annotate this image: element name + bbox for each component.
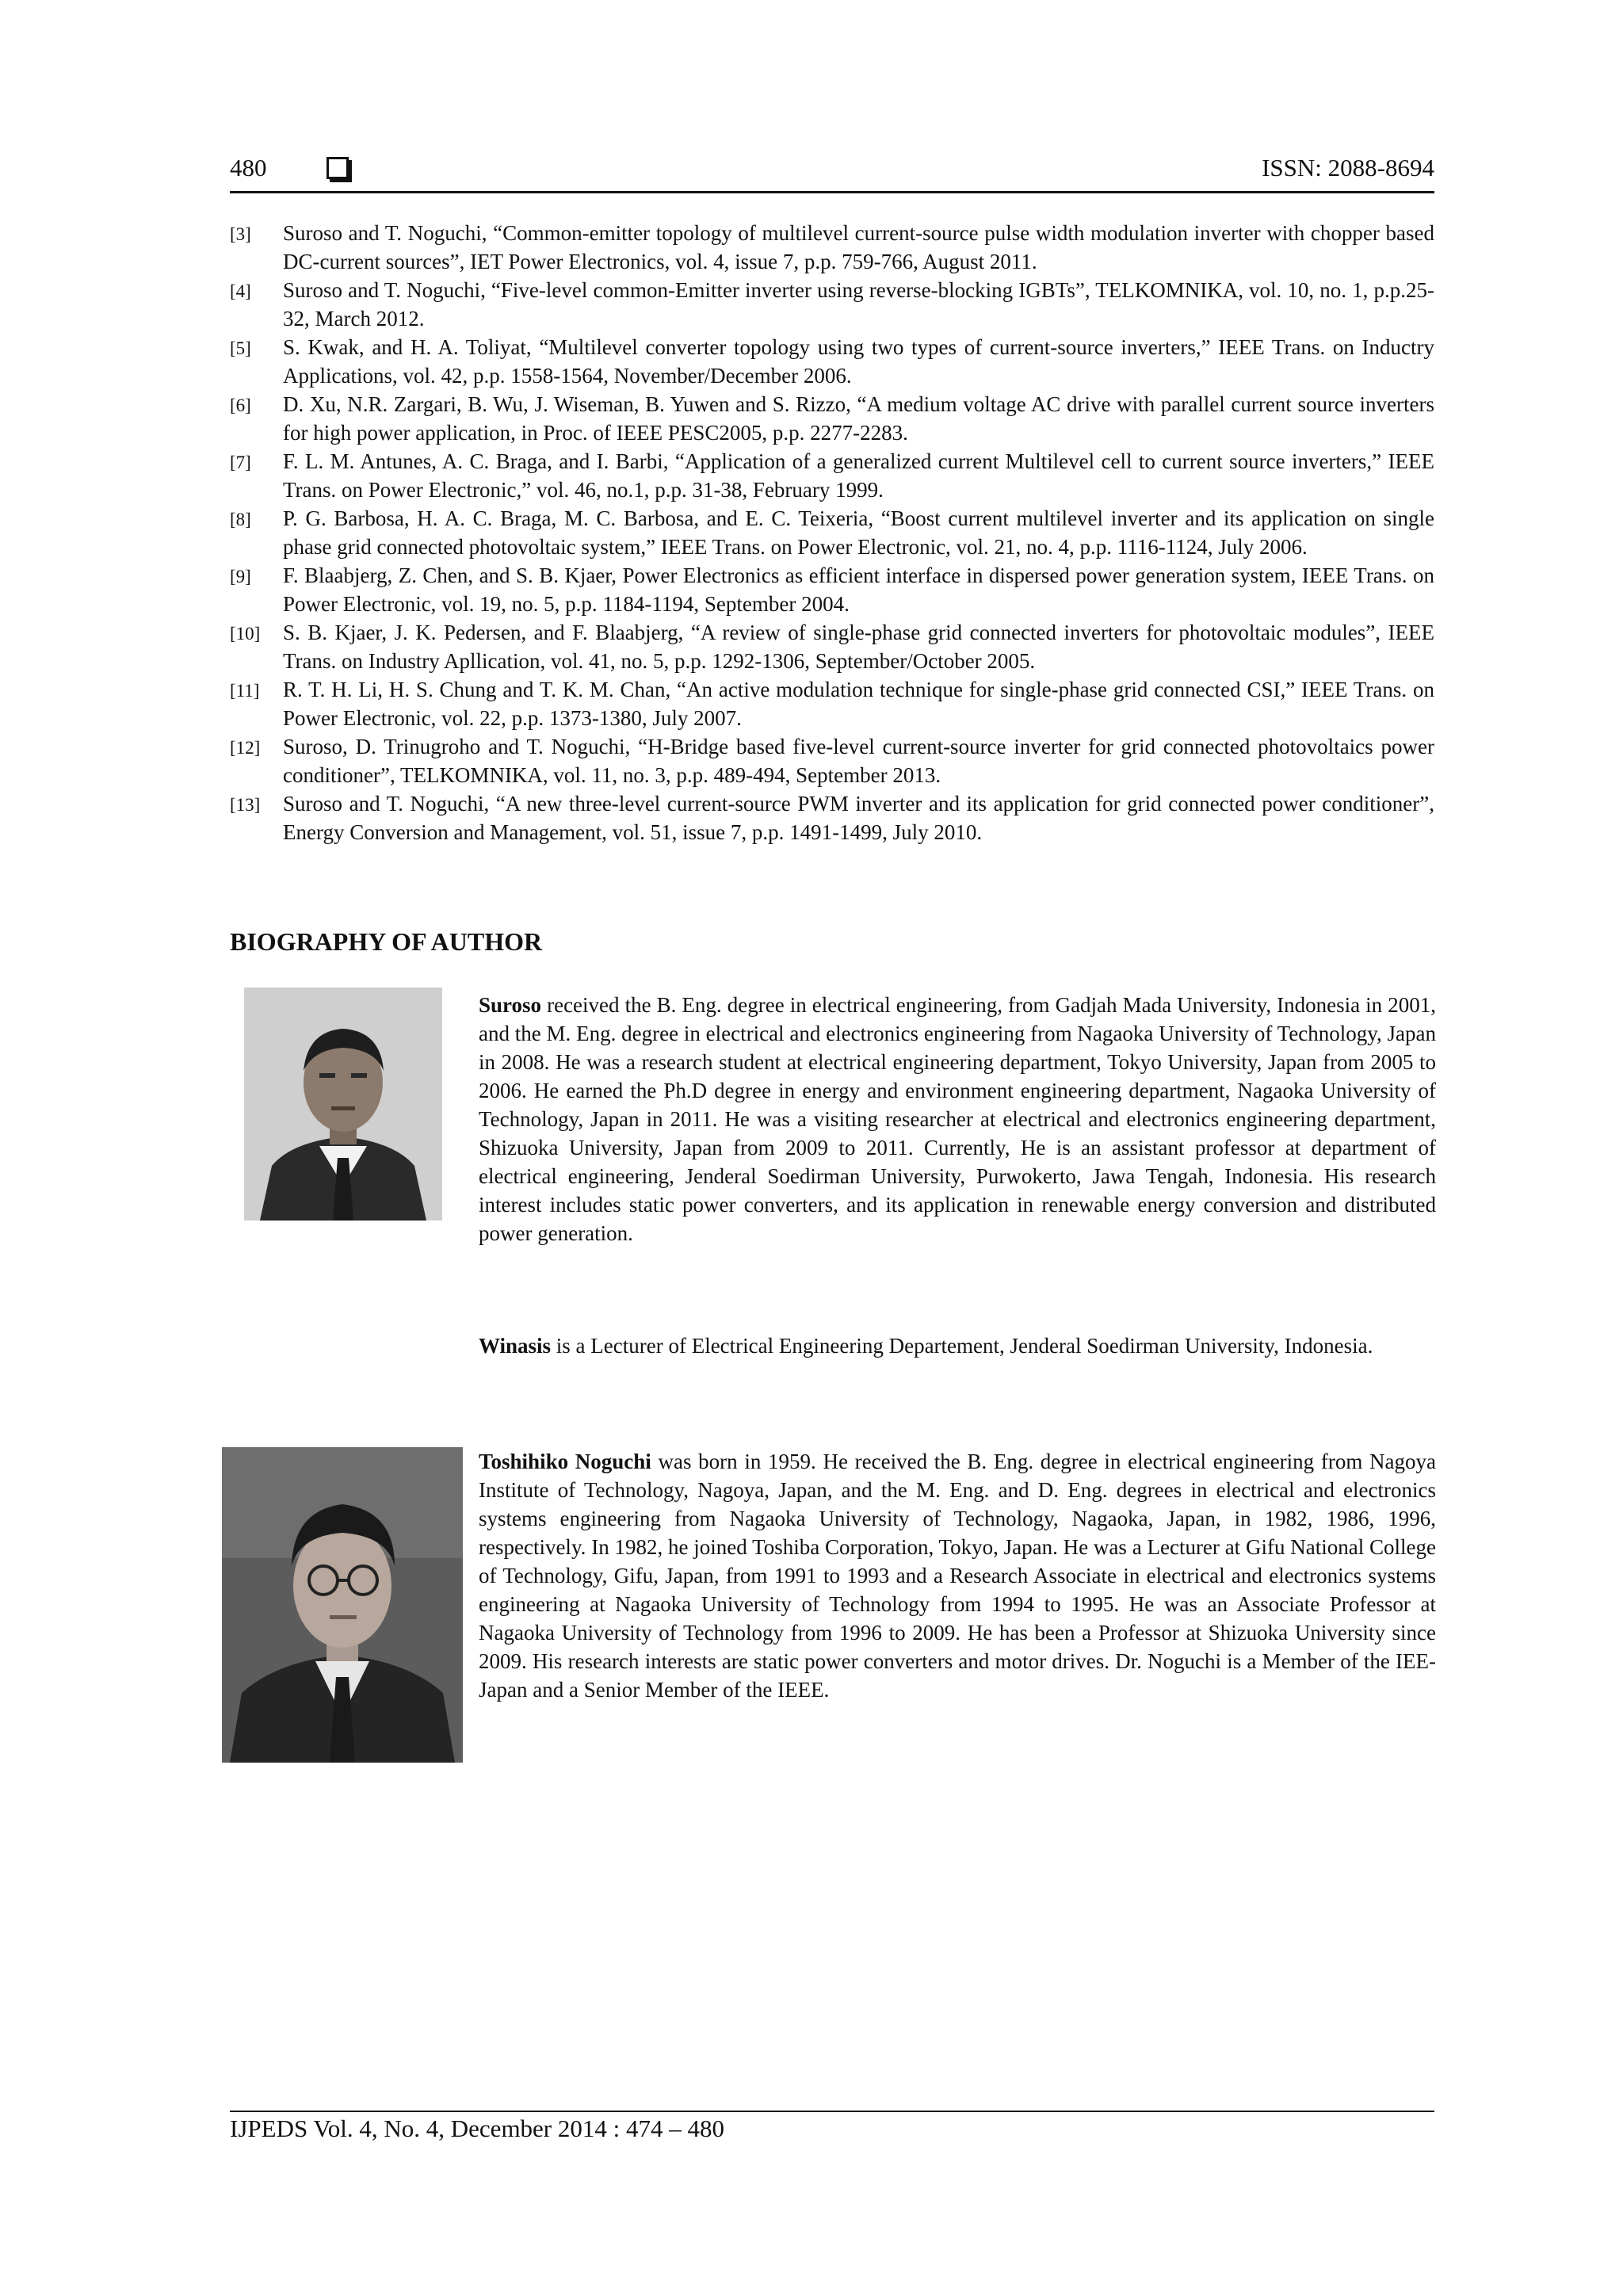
reference-list <box>230 219 1434 846</box>
reference-number: [12] <box>230 738 261 758</box>
reference-number: [11] <box>230 681 260 701</box>
author-photo-noguchi <box>222 1447 463 1763</box>
reference-text: S. B. Kjaer, J. K. Pedersen, and F. Blaabjerg, “A review of single-phase grid connected inverters for photovoltaic modules”, IEEE Trans. on Industry Apllication, vol. 41, no. 5, p.p. 1292-1306, September/October 2005. <box>283 621 1434 673</box>
reference-item <box>230 618 1434 675</box>
author-bio <box>479 1447 1436 1704</box>
author-name: Toshihiko Noguchi <box>479 1450 651 1473</box>
portrait-image <box>244 988 442 1221</box>
author-name: Winasis <box>479 1334 552 1358</box>
reference-text: F. L. M. Antunes, A. C. Braga, and I. Barbi, “Application of a generalized current Multilevel cell to current source inverters,” IEEE Trans. on Power Electronic,” vol. 46, no.1, p.p. 31-38, February 1999. <box>283 449 1434 502</box>
reference-text: Suroso and T. Noguchi, “Five-level common-Emitter inverter using reverse-blocking IGBTs”, TELKOMNIKA, vol. 10, no. 1, p.p.25-32, March 2012. <box>283 278 1434 330</box>
author-name: Suroso <box>479 993 542 1017</box>
reference-text: P. G. Barbosa, H. A. C. Braga, M. C. Barbosa, and E. C. Teixeria, “Boost current multilevel inverter and its application on single phase grid connected photovoltaic system,” IEEE Trans. on Power Electronic, vol. 21, no. 4, p.p. 1116-1124, July 2006. <box>283 506 1434 559</box>
author-photo-suroso <box>244 988 442 1221</box>
header-rule <box>230 191 1434 193</box>
reference-text: S. Kwak, and H. A. Toliyat, “Multilevel converter topology using two types of current-source inverters,” IEEE Trans. on Inductry Applications, vol. 42, p.p. 1558-1564, November/December 2006. <box>283 335 1434 388</box>
reference-text: Suroso, D. Trinugroho and T. Noguchi, “H-Bridge based five-level current-source inverter for grid connected photovoltaics power conditioner”, TELKOMNIKA, vol. 11, no. 3, p.p. 489-494, September 2013. <box>283 735 1434 787</box>
reference-number: [9] <box>230 567 251 586</box>
reference-number: [10] <box>230 624 261 644</box>
reference-text: R. T. H. Li, H. S. Chung and T. K. M. Chan, “An active modulation technique for single-phase grid connected CSI,” IEEE Trans. on Power Electronic, vol. 22, p.p. 1373-1380, July 2007. <box>283 678 1434 730</box>
reference-number: [5] <box>230 338 251 358</box>
reference-item <box>230 219 1434 276</box>
portrait-image <box>222 1447 463 1763</box>
reference-text: Suroso and T. Noguchi, “A new three-level current-source PWM inverter and its application for grid connected power conditioner”, Energy Conversion and Management, vol. 51, issue 7, p.p. 1491-1499, July 2010. <box>283 792 1434 844</box>
reference-item <box>230 276 1434 333</box>
footer-rule <box>230 2111 1434 2112</box>
reference-text: Suroso and T. Noguchi, “Common-emitter topology of multilevel current-source pulse width modulation inverter with chopper based DC-current sources”, IET Power Electronics, vol. 4, issue 7, p.p. 759-766, August 2011. <box>283 221 1434 273</box>
reference-text: F. Blaabjerg, Z. Chen, and S. B. Kjaer, Power Electronics as efficient interface in dispersed power generation system, IEEE Trans. on Power Electronic, vol. 19, no. 5, p.p. 1184-1194, September 2004. <box>283 563 1434 616</box>
reference-number: [8] <box>230 510 251 529</box>
reference-item <box>230 447 1434 504</box>
reference-number: [13] <box>230 795 261 815</box>
issn: ISSN: 2088-8694 <box>1262 154 1434 181</box>
reference-text: D. Xu, N.R. Zargari, B. Wu, J. Wiseman, B. Yuwen and S. Rizzo, “A medium voltage AC drive with parallel current source inverters for high power application, in Proc. of IEEE PESC2005, p.p. 2277-2283. <box>283 392 1434 445</box>
reference-number: [4] <box>230 281 251 301</box>
reference-item <box>230 675 1434 732</box>
box-icon <box>327 157 349 179</box>
reference-number: [7] <box>230 453 251 472</box>
reference-item <box>230 561 1434 618</box>
reference-item <box>230 732 1434 789</box>
page-header <box>230 154 1434 193</box>
author-bio <box>479 991 1436 1247</box>
biography-heading: BIOGRAPHY OF AUTHOR <box>230 927 543 956</box>
author-bio <box>479 1331 1436 1360</box>
page-number: 480 <box>230 154 267 181</box>
author-bio-text: received the B. Eng. degree in electrical engineering, from Gadjah Mada University, Indonesia in 2001, and the M. Eng. degree in electrical and electronics engineering from Nagaoka University of Technology, Japan in 2008. He was a research student at electrical engineering department, Tokyo University, Japan from 2005 to 2006. He earned the Ph.D degree in energy and environment engineering department, Nagaoka University of Technology, Japan in 2011. He was a visiting researcher at electrical and electronics engineering department, Shizuoka University, Japan from 2009 to 2011. Currently, He is an assistant professor at department of electrical engineering, Jenderal Soedirman University, Purwokerto, Jawa Tengah, Indonesia. His research interest includes static power converters, and its application in renewable energy conversion and distributed power generation. <box>479 993 1436 1245</box>
page-footer: IJPEDS Vol. 4, No. 4, December 2014 : 474 – 480 <box>230 2115 724 2142</box>
author-bio-text: was born in 1959. He received the B. Eng. degree in electrical engineering from Nagoya Institute of Technology, Nagoya, Japan, and the M. Eng. and D. Eng. degrees in electrical and electronics systems engineering from Nagaoka University of Technology, Nagaoka, Japan, in 1982, 1986, 1996, respectively. In 1982, he joined Toshiba Corporation, Tokyo, Japan. He was a Lecturer at Gifu National College of Technology, Gifu, Japan, from 1991 to 1993 and a Research Associate in electrical and electronics systems engineering at Nagaoka University of Technology from 1994 to 1995. He was an Associate Professor at Nagaoka University of Technology from 1996 to 2009. He has been a Professor at Shizuoka University since 2009. His research interests are static power converters and motor drives. Dr. Noguchi is a Member of the IEE-Japan and a Senior Member of the IEEE. <box>479 1450 1436 1702</box>
author-bio-text: is a Lecturer of Electrical Engineering Departement, Jenderal Soedirman University, Indonesia. <box>551 1334 1373 1358</box>
reference-number: [3] <box>230 224 251 244</box>
reference-item <box>230 789 1434 846</box>
reference-number: [6] <box>230 395 251 415</box>
reference-item <box>230 504 1434 561</box>
reference-item <box>230 390 1434 447</box>
reference-item <box>230 333 1434 390</box>
